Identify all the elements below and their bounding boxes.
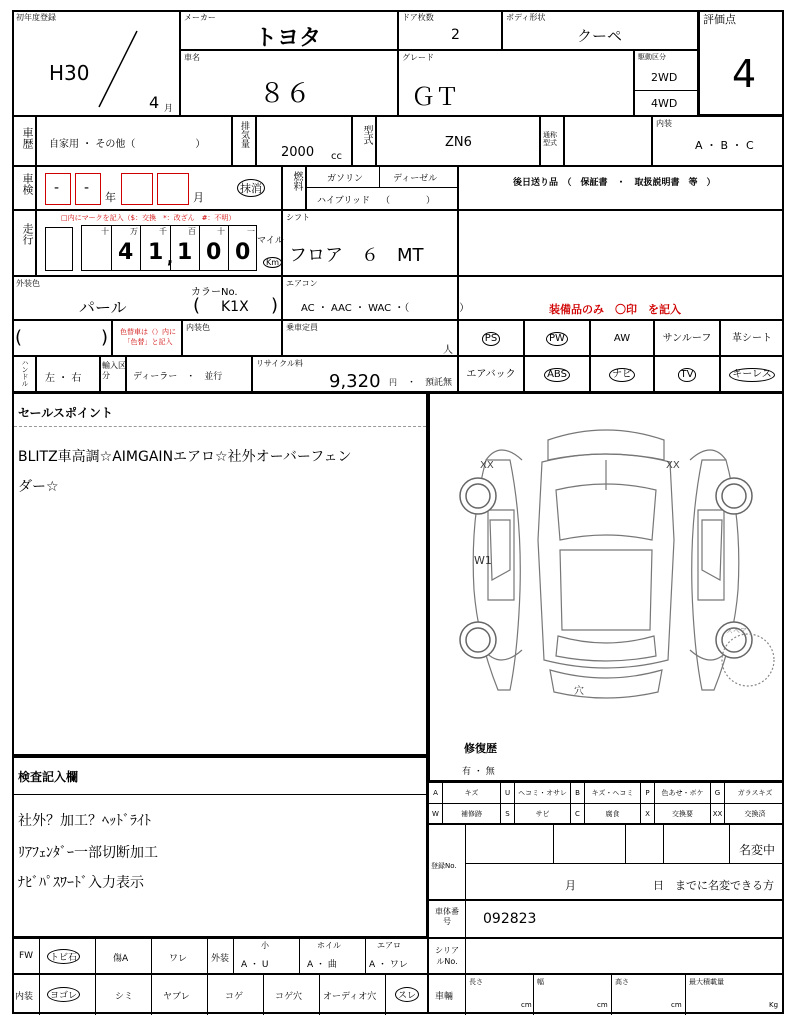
interior-label: 内装	[656, 119, 672, 128]
fuel-other: （ ）	[381, 196, 436, 206]
sales-point-line2: ダー☆	[18, 479, 59, 495]
registration-month: 4	[149, 93, 160, 112]
interior-color-cell	[182, 320, 282, 356]
legend-row1-code-4: G	[711, 783, 725, 803]
color-no-label: カラーNo.	[191, 287, 238, 298]
mileage-unit-km: Km	[263, 257, 282, 268]
history-label: 車歴	[21, 127, 34, 149]
unit-man: 万	[130, 227, 138, 236]
displacement-unit: cc	[331, 151, 342, 162]
legend-row2-code-2: C	[571, 804, 585, 824]
displacement-label: 排気量	[239, 121, 249, 148]
mark-w1: W1	[474, 554, 492, 567]
equip-abs: ABS	[524, 356, 590, 392]
drive-4wd: 4WD	[651, 97, 678, 110]
small-label: 小	[261, 941, 269, 950]
inspection-cell: - - 年 月 抹消	[36, 166, 282, 210]
grade-label: グレード	[402, 53, 434, 62]
mileage-label: 走行	[21, 223, 34, 245]
car-diagram-box	[428, 392, 784, 782]
inspection-notes-title: 検査記入欄	[18, 770, 79, 784]
length-label: 長さ	[469, 978, 483, 986]
repair-history-label: 修復歴	[464, 742, 497, 755]
wheel-label: ホイル	[317, 941, 341, 950]
shift-cell	[282, 210, 458, 276]
interior-burn-hole: コゲ穴	[275, 992, 303, 1002]
import-value: ディーラー ・ 並行	[133, 372, 223, 382]
handle-label-cell	[12, 356, 36, 392]
mark-xx-left: XX	[480, 460, 494, 471]
later-items-box	[458, 210, 784, 276]
displacement-label-cell	[232, 116, 256, 166]
import-label-cell	[100, 356, 126, 392]
body-label: ボディ形状	[506, 13, 546, 22]
doors-label: ドア枚数	[402, 13, 434, 22]
width-label: 幅	[537, 978, 544, 986]
equip-sunroof: サンルーフ	[654, 320, 720, 356]
body-cell	[502, 10, 698, 50]
name-change-deadline: 月 日 までに名変できる方	[565, 879, 774, 892]
legend-row1-label-3: 色あせ・ボケ	[655, 783, 711, 803]
height-unit: cm	[671, 1001, 682, 1009]
drive-2wd: 2WD	[651, 71, 678, 84]
score-cell	[698, 10, 784, 116]
legend-row2-label-3: 交換要	[655, 804, 711, 824]
mileage-digit-4: 0	[206, 240, 222, 265]
grade-cell	[398, 50, 634, 116]
doors-cell	[398, 10, 502, 50]
mark-hole: 穴	[574, 686, 584, 697]
aero-label: エアロ	[377, 941, 401, 950]
equipment-title-cell	[458, 276, 784, 320]
later-items-cell	[458, 166, 784, 210]
interior-wear: スレ	[395, 987, 419, 1002]
wheel-value: A ・ 曲	[307, 960, 337, 970]
chassis-cell	[428, 900, 784, 938]
aero-value: A ・ ワレ	[369, 960, 408, 970]
maker-cell	[180, 10, 398, 50]
legend-row2-label-0: 補修跡	[443, 804, 501, 824]
fuel-label-cell	[282, 166, 306, 210]
registration-cell	[428, 824, 784, 900]
legend-row1-label-2: キズ・ヘコミ	[585, 783, 641, 803]
legend-row1-code-3: P	[641, 783, 655, 803]
unit-hundred: 百	[188, 227, 196, 236]
recycle-cell	[252, 356, 458, 392]
equip-ps: PS	[458, 320, 524, 356]
recycle-label: リサイクル料	[256, 359, 303, 368]
first-registration-cell	[12, 10, 180, 116]
fuel-diesel: ディーゼル	[393, 174, 438, 184]
equipment-title: 装備品のみ 〇印 を記入	[549, 303, 681, 316]
maker-value: トヨタ	[255, 26, 322, 51]
maker-label: メーカー	[184, 13, 216, 22]
handle-cell	[36, 356, 100, 392]
damage-legend	[428, 782, 784, 824]
serial-cell	[428, 938, 784, 974]
registration-month-unit: 月	[164, 104, 174, 114]
color-change-cell: ( )	[12, 320, 112, 356]
spare-label: スペア	[726, 627, 747, 635]
legend-row1-code-2: B	[571, 783, 585, 803]
mileage-label-cell	[12, 210, 36, 276]
interior-stain: シミ	[115, 992, 134, 1002]
model-label-cell	[352, 116, 376, 166]
interior-burn: コゲ	[225, 992, 244, 1002]
interior-audio-hole: オーディオ穴	[323, 992, 377, 1002]
shift-label: シフト	[286, 213, 310, 222]
car-name-value: ８６	[259, 79, 312, 109]
equip-airbag: エアバック	[458, 356, 524, 392]
mileage-note: □内にマークを記入（$：交換 *：改ざん #：不明）	[61, 214, 236, 222]
serial-label: シリアルNo.	[435, 946, 459, 966]
recycle-deposit: ・ 預託無	[407, 378, 453, 388]
fw-label: FW	[19, 951, 34, 961]
fw-chip: トビ石	[47, 949, 80, 964]
import-label: 輸入区分	[102, 361, 126, 380]
inspection-year-unit: 年	[105, 191, 116, 204]
color-no-value: K1X	[221, 299, 249, 315]
aircon-value: AC ・ AAC ・ WAC ・（ ）	[301, 303, 470, 314]
unit-thousand: 千	[159, 227, 167, 236]
inspection-note-2: ﾘｱﾌｪﾝﾀﾞｰ一部切断加工	[18, 845, 158, 861]
auction-sheet	[12, 10, 784, 1014]
max-load-label: 最大積載量	[689, 978, 724, 986]
mileage-digit-3: 1	[177, 240, 193, 265]
fw-scratch: 傷A	[113, 954, 129, 964]
first-registration-label: 初年度登録	[16, 13, 56, 22]
registration-era: H30	[49, 61, 90, 85]
legend-row1-label-0: キズ	[443, 783, 501, 803]
doors-value: 2	[451, 27, 460, 43]
small-value: A ・ U	[241, 960, 269, 970]
fuel-hybrid: ハイブリッド	[317, 196, 371, 206]
legend-row2-code-0: W	[429, 804, 443, 824]
inspection-note-3: ﾅﾋﾞﾊﾟｽﾜｰﾄﾞ入力表示	[18, 875, 144, 891]
registration-slash	[93, 29, 143, 109]
history-value: 自家用 ・ その他（ ）	[49, 139, 206, 150]
unit-ten-thousand-10: 十	[101, 227, 109, 236]
inspection-label: 車検	[21, 173, 34, 195]
history-label-cell	[12, 116, 36, 166]
mileage-digit-box-0	[45, 227, 73, 271]
dimensions-cell	[428, 974, 784, 1014]
car-name-label: 車名	[184, 53, 200, 62]
model-value: ZN6	[445, 135, 472, 150]
import-cell	[126, 356, 252, 392]
drive-label: 駆動区分	[638, 53, 666, 61]
exterior-label: 外装	[211, 954, 230, 964]
mileage-digit-5: 0	[235, 240, 251, 265]
equip-tv: TV	[654, 356, 720, 392]
fuel-gasoline: ガソリン	[327, 174, 364, 184]
drive-cell	[634, 50, 698, 116]
width-unit: cm	[597, 1001, 608, 1009]
model-label: 型式	[361, 125, 372, 145]
unit-one: 一	[247, 227, 255, 236]
common-model-label-cell	[540, 116, 564, 166]
score-label: 評価点	[703, 13, 736, 26]
aircon-cell	[282, 276, 470, 320]
mileage-digit-1: 4	[118, 240, 134, 265]
color-change-note: 色替車は（）内に「色替」と記入	[120, 328, 176, 346]
exterior-color-value: パール	[79, 298, 127, 317]
legend-row2-code-4: XX	[711, 804, 725, 824]
handle-label: ハンドル	[21, 359, 29, 387]
model-cell	[376, 116, 540, 166]
displacement-cell	[256, 116, 352, 166]
fuel-label: 燃料	[291, 171, 302, 191]
dimensions-label: 車輛	[435, 992, 454, 1002]
equip-leather: 革シート	[720, 320, 784, 356]
inspection-note-1: 社外？加工？ﾍｯﾄﾞﾗｲﾄ	[18, 813, 151, 829]
interior-row-label: 内装	[15, 992, 34, 1002]
equip-navi: ナビ	[590, 356, 654, 392]
sales-point-line1: BLITZ車高調☆AIMGAINエアロ☆社外オーバーフェン	[18, 449, 352, 465]
equip-aw: AW	[590, 320, 654, 356]
history-cell	[36, 116, 232, 166]
common-model-label: 通称型式	[543, 131, 557, 147]
sales-point-title: セールスポイント	[18, 406, 113, 420]
interior-tear: ヤブレ	[163, 992, 190, 1002]
chassis-label: 車体番号	[435, 907, 459, 926]
legend-row2-code-3: X	[641, 804, 655, 824]
interior-color-label: 内装色	[186, 323, 210, 332]
exterior-color-label: 外装色	[16, 279, 40, 288]
score-value: 4	[732, 52, 757, 96]
interior-dirt: ヨゴレ	[47, 987, 80, 1002]
shift-value: フロア ６ MT	[289, 245, 424, 266]
fw-crack: ワレ	[169, 954, 188, 964]
legend-row1-label-4: ガラスキズ	[737, 789, 773, 797]
interior-grade-cell	[652, 116, 784, 166]
color-change-note-cell	[112, 320, 182, 356]
repair-history-value: 有 ・ 無	[462, 767, 495, 777]
handle-value: 左 ・ 右	[45, 373, 82, 384]
registration-label: 登録No.	[431, 862, 457, 870]
displacement-value: 2000	[281, 145, 315, 160]
mark-xx-right: XX	[666, 460, 680, 471]
height-label: 高さ	[615, 978, 629, 986]
inspection-label-cell	[12, 166, 36, 210]
interior-grade-value: A ・ B ・ C	[695, 139, 754, 152]
fw-row	[12, 938, 428, 974]
recycle-value: 9,320	[329, 371, 381, 392]
equip-pw: PW	[524, 320, 590, 356]
sales-point-box	[12, 392, 428, 756]
unit-ten: 十	[217, 227, 225, 236]
body-value: クーペ	[577, 27, 623, 45]
max-load-unit: Kg	[769, 1001, 779, 1009]
mileage-unit-mile: マイル	[257, 236, 284, 246]
fuel-cell	[306, 166, 458, 210]
grade-value: ＧＴ	[411, 83, 459, 111]
equip-keyless: キーレス	[720, 356, 784, 392]
mileage-cell	[36, 210, 282, 276]
legend-row1-label-1: ヘコミ・オサレ	[515, 783, 571, 803]
capacity-label: 乗車定員	[286, 323, 318, 332]
common-model-cell	[564, 116, 652, 166]
capacity-unit: 人	[443, 345, 453, 356]
legend-row2-label-1: サビ	[515, 804, 571, 824]
inspection-status: 抹消	[237, 179, 265, 197]
legend-row2-label-4: 交換済	[744, 810, 766, 818]
car-name-cell	[180, 50, 398, 116]
mileage-digits	[81, 225, 257, 271]
recycle-unit: 円	[389, 378, 397, 387]
aircon-label: エアコン	[286, 279, 318, 288]
chassis-value: 092823	[483, 911, 537, 927]
legend-row1-code-0: A	[429, 783, 443, 803]
mileage-digit-2: 1	[148, 240, 164, 265]
length-unit: cm	[521, 1001, 532, 1009]
legend-row1-code-1: U	[501, 783, 515, 803]
name-change-status: 名変中	[739, 843, 776, 857]
inspection-month-unit: 月	[193, 191, 204, 204]
exterior-color-cell: 外装色 パール カラーNo. ( K1X )	[12, 276, 282, 320]
interior-row	[12, 974, 428, 1014]
later-items-label: 後日送り品 （ 保証書 ・ 取扱説明書 等 ）	[513, 178, 716, 188]
inspection-notes-box	[12, 756, 428, 938]
legend-row2-code-1: S	[501, 804, 515, 824]
capacity-cell	[282, 320, 458, 356]
mileage-comma: ,	[167, 248, 174, 267]
legend-row2-label-2: 腐食	[585, 804, 641, 824]
